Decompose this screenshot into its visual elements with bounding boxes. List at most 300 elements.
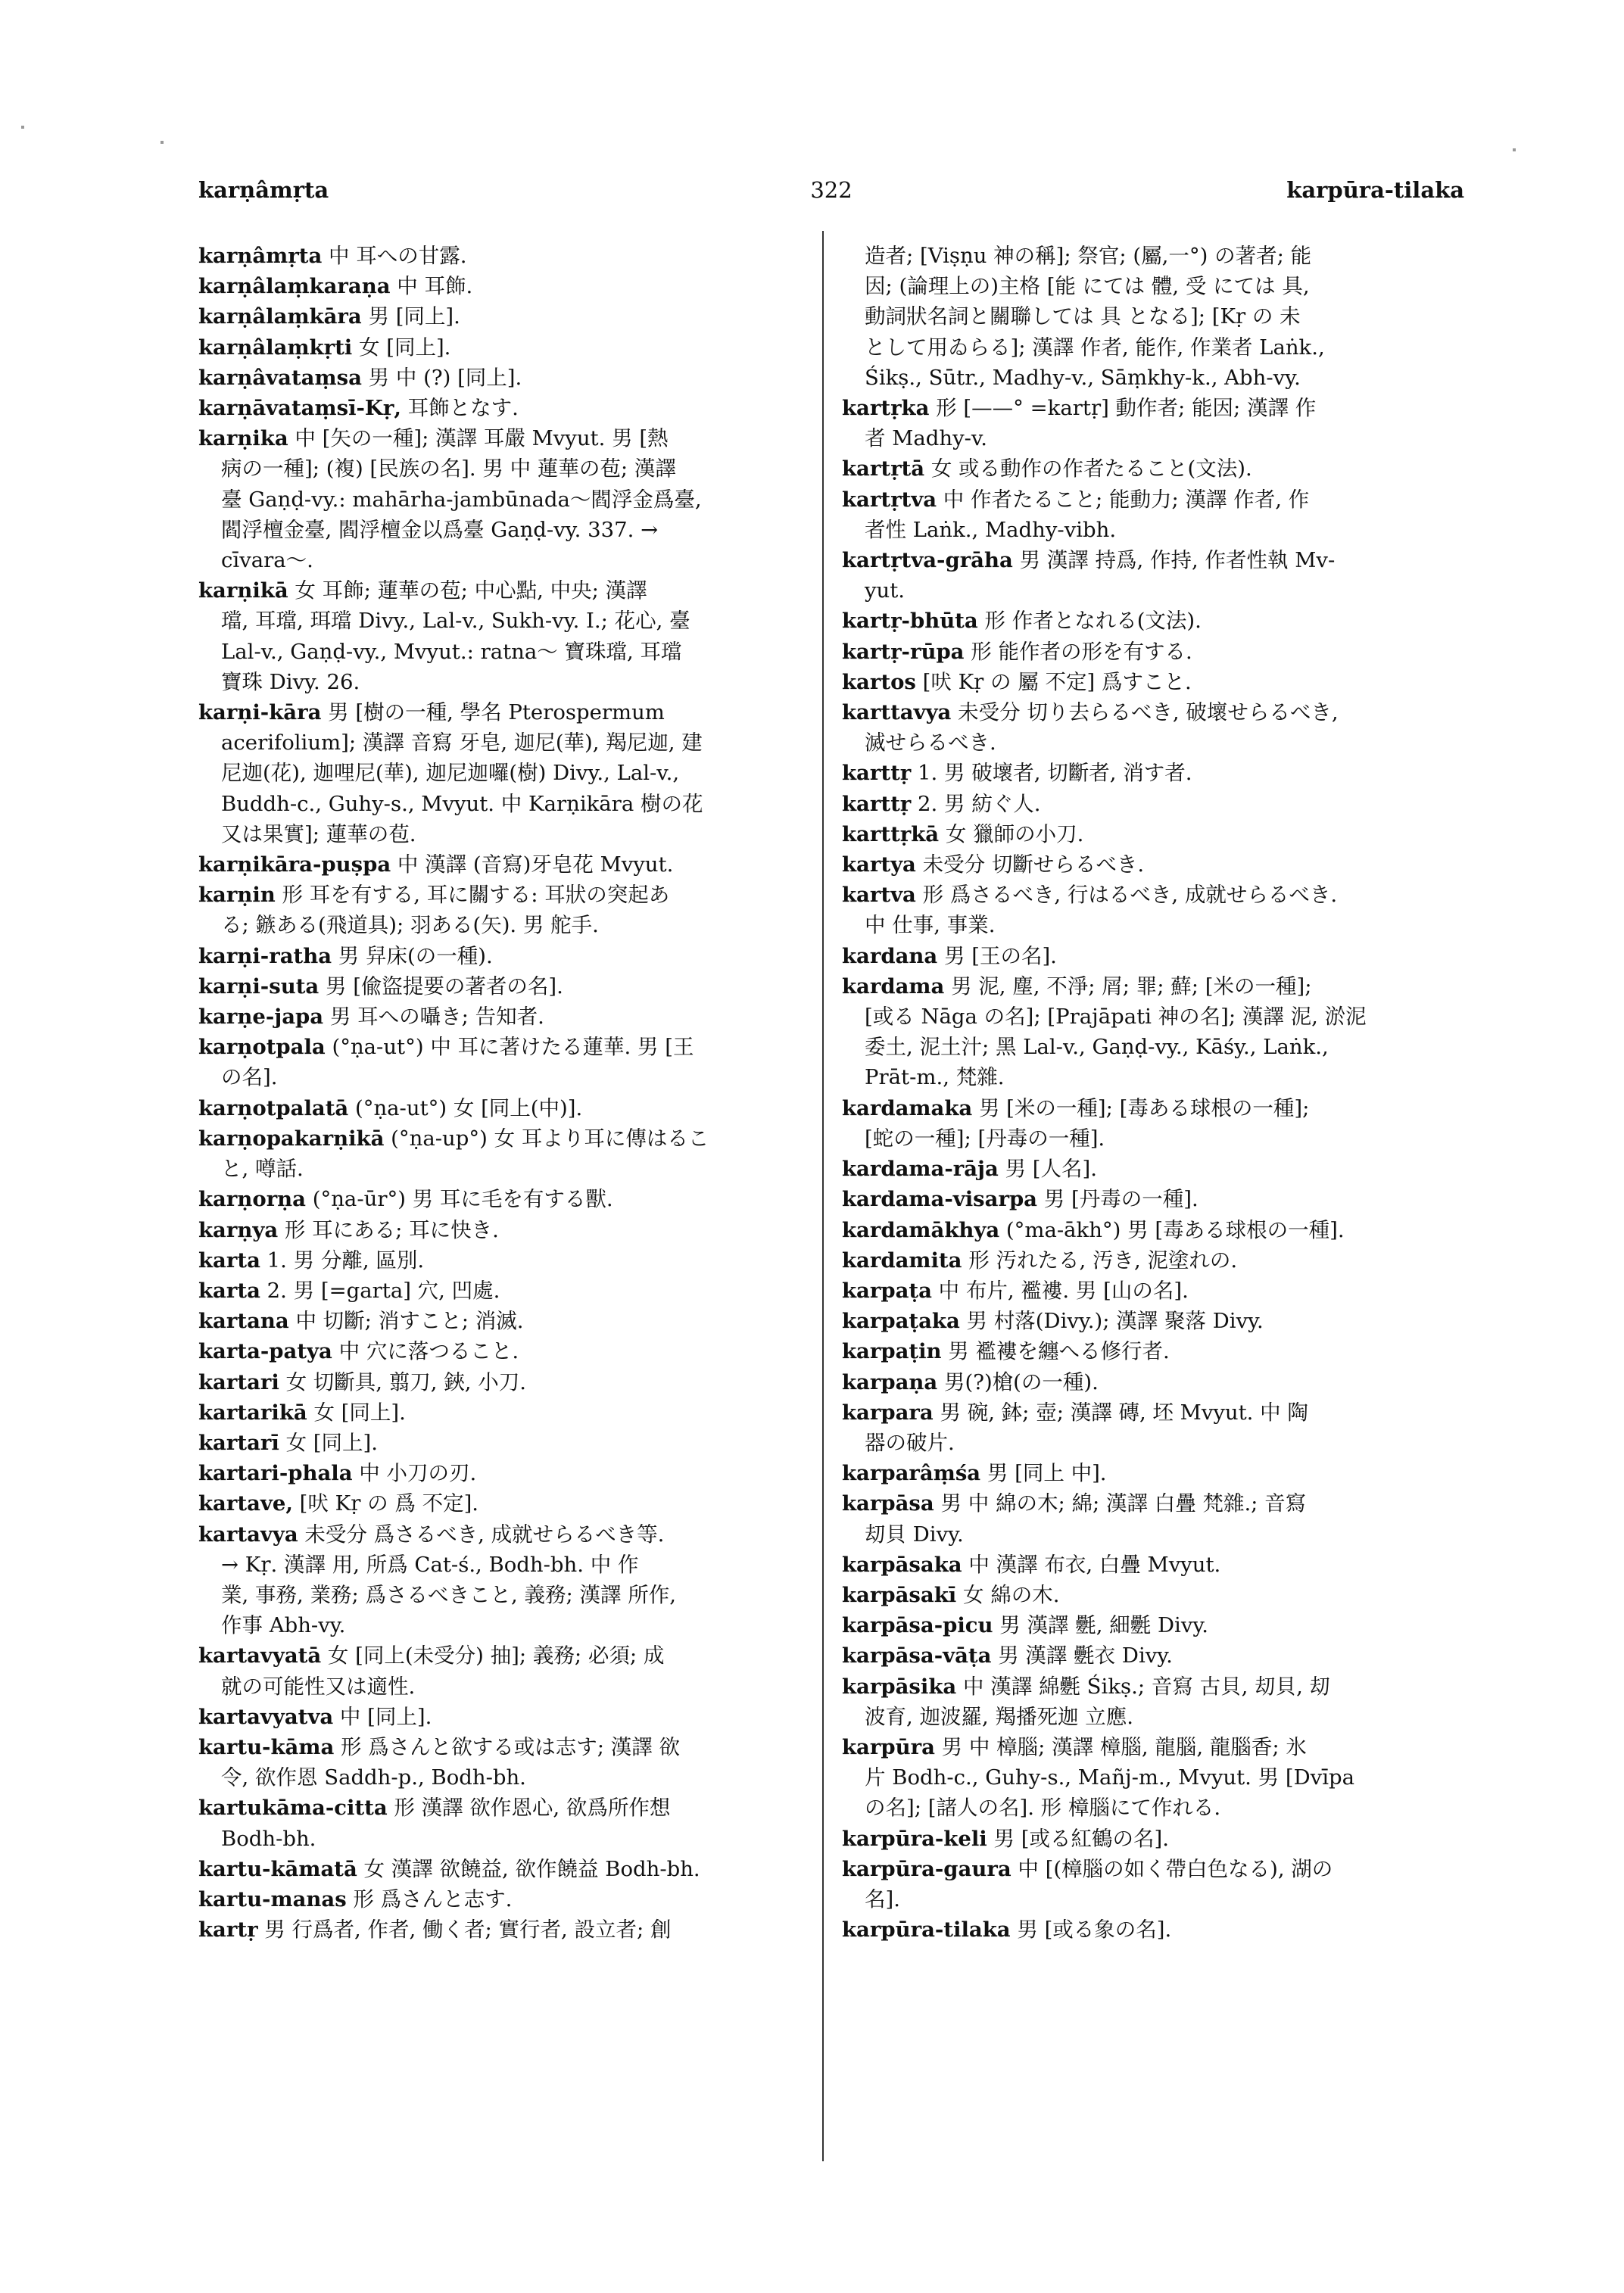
entry-definition: 男 [同上]. [361,304,460,329]
entry-headword: kartavya [198,1522,298,1547]
entry-definition: 形 能作者の形を有する. [964,639,1192,664]
entry-headword: karpāsaka [842,1552,962,1577]
entry-headword: karpāsika [842,1674,957,1699]
scan-mark [21,126,24,129]
entry-continuation [198,727,804,758]
entry-definition: 1. 男 破壞者, 切斷者, 消す者. [911,761,1192,786]
entry-definition: 刧貝 Divy. [865,1522,964,1547]
entry-continuation [842,1702,1448,1732]
entry-definition: 中 漢譯 (音寫)牙皂花 Mvyut. [391,852,674,877]
entry-definition: 中 耳飾. [390,274,473,299]
entry-definition: 中 [同上]. [333,1704,432,1729]
entry-headword: karṇâmṛta [198,244,323,268]
entry-definition: の名]. [221,1065,278,1090]
dictionary-entry [842,1488,1448,1519]
entry-definition: 尼迦(花), 迦哩尼(華), 迦尼迦囉(樹) Divy., Lal-v., [221,761,680,786]
entry-headword: karta-patya [198,1339,332,1364]
entry-headword: karpūra-tilaka [842,1918,1011,1943]
entry-definition: acerifolium]; 漢譯 音寫 牙皂, 迦尼(華), 羯尼迦, 建 [221,731,703,756]
dictionary-entry [198,1032,804,1062]
dictionary-entry [842,1854,1448,1884]
entry-continuation [842,423,1448,453]
dictionary-entry [198,1519,804,1550]
entry-definition: 男 村落(Divy.); 漢譯 聚落 Divy. [959,1309,1264,1334]
entry-definition: 病の一種]; (複) [民族の名]. 男 中 蓮華の苞; 漢譯 [221,456,676,481]
entry-headword: kartavyatva [198,1704,334,1729]
entry-definition: 中 仕事, 事業. [865,913,996,938]
entry-continuation [198,789,804,819]
entry-headword: karpaṇa [842,1369,938,1394]
entry-headword: karpūra-keli [842,1826,987,1851]
entry-continuation [842,1793,1448,1823]
entry-continuation [842,1062,1448,1092]
entry-definition: 形 [——° =kartṛ] 動作者; 能因; 漢譯 作 [929,396,1317,421]
dictionary-entry [198,1336,804,1366]
entry-headword: kartṛtva-grāha [842,548,1013,573]
entry-headword: kartṛ [198,1918,258,1943]
entry-headword: kardana [842,943,938,968]
entry-definition: 男 漢譯 持爲, 作持, 作者性執 Mv- [1012,548,1336,573]
entry-headword: kartṛ-rūpa [842,639,965,664]
dictionary-entry [198,880,804,910]
right-guide-word: karpūra-tilaka [1286,177,1464,203]
entry-headword: karpaṭin [842,1339,942,1364]
entry-definition: 形 耳にある; 耳に快き. [278,1217,499,1242]
entry-headword: kartos [842,669,916,694]
entry-definition: る; 鏃ある(飛道具); 羽ある(矢). 男 舵手. [221,913,599,938]
dictionary-entry [198,1640,804,1671]
dictionary-entry [198,1914,804,1945]
dictionary-entry [842,1215,1448,1245]
entry-headword: karṇi-ratha [198,943,332,968]
dictionary-entry [198,1732,804,1762]
entry-definition: 令, 欲作恩 Saddh-p., Bodh-bh. [221,1765,526,1790]
entry-headword: karṇotpalatā [198,1095,349,1120]
entry-definition: 形 汚れたる, 汚き, 泥塗れの. [962,1248,1238,1273]
entry-definition: 中 穴に落つること. [332,1339,519,1364]
entry-headword: kartavyatā [198,1643,322,1668]
entry-definition: 中 小刀の刃. [352,1461,477,1486]
dictionary-entry [198,332,804,363]
entry-headword: kartya [842,852,916,877]
entry-continuation [842,1884,1448,1914]
entry-definition: の名]; [諸人の名]. 形 樟腦にて作れる. [865,1796,1221,1821]
entry-definition: 形 漢譯 欲作恩心, 欲爲所作想 [387,1796,671,1821]
entry-headword: kartukāma-citta [198,1796,388,1821]
entry-definition: 中 [矢の一種]; 漢譯 耳嚴 Mvyut. 男 [熱 [288,426,669,451]
entry-definition: 動詞狀名詞と關聯しては 具 となる]; [Kṛ の 未 [865,304,1301,329]
entry-headword: karpūra [842,1734,935,1759]
entry-definition: 男 漢譯 氎衣 Divy. [991,1643,1173,1668]
scan-mark [161,141,164,144]
entry-definition: 寶珠 Divy. 26. [221,669,360,694]
entry-headword: karṇopakarṇikā [198,1126,385,1151]
dictionary-entry [842,606,1448,636]
dictionary-entry [842,1610,1448,1640]
dictionary-entry [842,1093,1448,1123]
entry-headword: karṇâlaṃkāra [198,304,362,329]
entry-definition: 閻浮檀金臺, 閻浮檀金以爲臺 Gaṇḍ-vy. 337. → [221,517,659,542]
entry-continuation [842,1762,1448,1793]
entry-definition: 形 爲さんと志す. [346,1886,513,1911]
entry-definition: 器の破片. [865,1430,955,1455]
entry-headword: karttṛ [842,761,912,786]
dictionary-entry [198,575,804,606]
entry-headword: kartṛka [842,396,930,421]
entry-continuation [842,1519,1448,1550]
dictionary-entry [842,1276,1448,1306]
dictionary-entry [842,849,1448,880]
entry-headword: kardama [842,974,945,999]
entry-definition: として用ゐらる]; 漢譯 作者, 能作, 作業者 Laṅk., [865,335,1325,360]
entry-headword: karṇâvataṃsa [198,365,362,390]
entry-definition: 中 布片, 襤褸. 男 [山の名]. [931,1278,1189,1303]
entry-definition: Prāt-m., 梵雜. [865,1065,1005,1090]
entry-headword: karṇe-japa [198,1005,324,1030]
entry-headword: kartva [842,883,916,908]
entry-continuation [198,1671,804,1702]
dictionary-entry [198,1123,804,1154]
entry-definition: 造者; [Viṣṇu 神の稱]; 祭官; (屬,一°) の著者; 能 [865,244,1312,268]
dictionary-entry [198,1854,804,1884]
entry-definition: 1. 男 分離, 區別. [260,1248,425,1273]
entry-continuation [842,332,1448,363]
entry-headword: karṇi-suta [198,974,320,999]
entry-headword: karta [198,1248,260,1273]
entry-headword: karpāsa [842,1491,934,1516]
dictionary-entry [842,697,1448,727]
entry-definition: 形 爲さんと欲する或は志す; 漢譯 欲 [334,1734,680,1759]
entry-definition: Bodh-bh. [221,1826,316,1851]
dictionary-entry [842,1184,1448,1214]
entry-definition: (°ṇa-ūr°) 男 耳に毛を有する獸. [306,1187,613,1212]
dictionary-entry [842,484,1448,515]
dictionary-entry [842,1580,1448,1610]
entry-definition: 男 漢譯 氎, 細氎 Divy. [993,1613,1208,1638]
entry-definition: (°ṇa-up°) 女 耳より耳に傳はるこ [384,1126,709,1151]
dictionary-entry [198,697,804,727]
entry-definition: [蛇の一種]; [丹毒の一種]. [865,1126,1105,1151]
entry-headword: karṇikāra-puṣpa [198,852,391,877]
entry-definition: 男 舁床(の一種). [332,943,493,968]
dictionary-entry [198,1397,804,1428]
dictionary-entry [842,1458,1448,1488]
entry-definition: 女 綿の木. [956,1582,1060,1607]
entry-headword: kartu-kāma [198,1734,335,1759]
dictionary-entry [198,1306,804,1336]
entry-definition: 男 碗, 鉢; 壺; 漢譯 磚, 坯 Mvyut. 中 陶 [933,1400,1308,1425]
dictionary-entry [842,1245,1448,1276]
entry-headword: karta [198,1278,260,1303]
entry-headword: kardamaka [842,1095,973,1120]
right-column [842,241,1448,1945]
entry-definition: Lal-v., Gaṇḍ-vy., Mvyut.: ratna～ 寶珠璫, 耳璫 [221,639,682,664]
entry-headword: karttṛ [842,791,912,816]
left-column [198,241,804,1945]
dictionary-entry [198,1793,804,1823]
entry-continuation [198,637,804,667]
entry-continuation [842,515,1448,545]
entry-continuation [842,1032,1448,1062]
dictionary-entry [198,1276,804,1306]
entry-continuation [842,241,1448,271]
entry-continuation [198,1580,804,1610]
entry-definition: → Kṛ. 漢譯 用, 所爲 Cat-ś., Bodh-bh. 中 作 [221,1552,639,1577]
entry-definition: 女 漢譯 欲饒益, 欲作饒益 Bodh-bh. [357,1856,700,1881]
entry-definition: 臺 Gaṇḍ-vy.: mahārha-jambūnada～閻浮金爲臺, [221,487,702,512]
entry-definition: 滅せらるべき. [865,731,996,756]
entry-definition: 者 Madhy-v. [865,426,987,451]
dictionary-entry [842,1640,1448,1671]
entry-definition: 男 襤褸を纏へる修行者. [941,1339,1170,1364]
entry-definition: 女 切斷具, 翦刀, 鋏, 小刀. [279,1369,527,1394]
entry-continuation [842,575,1448,606]
entry-continuation [198,1550,804,1580]
entry-continuation [198,1762,804,1793]
entry-headword: kardama-rāja [842,1157,999,1182]
entry-headword: karṇâlaṃkaraṇa [198,274,391,299]
entry-definition: 男 [樹の一種, 學名 Pterospermum [321,700,665,725]
entry-headword: karpaṭaka [842,1309,960,1334]
entry-definition: (°ma-ākh°) 男 [毒ある球根の一種]. [999,1217,1345,1242]
entry-headword: karpāsakī [842,1582,957,1607]
entry-headword: kartṛtva [842,487,937,512]
dictionary-entry [198,393,804,423]
entry-definition: 中 [(樟腦の如く帶白色なる), 湖の [1011,1856,1333,1881]
entry-definition: 女 耳飾; 蓮華の苞; 中心點, 中央; 漢譯 [288,578,647,603]
entry-continuation [198,484,804,515]
entry-headword: kartari [198,1369,279,1394]
entry-definition: yut. [865,578,906,603]
entry-continuation [842,271,1448,301]
dictionary-entry [842,1306,1448,1336]
dictionary-entry [198,971,804,1002]
entry-definition: 又は果實]; 蓮華の苞. [221,821,416,846]
entry-headword: karpūra-gaura [842,1856,1011,1881]
dictionary-entry [842,819,1448,849]
entry-definition: 片 Bodh-c., Guhy-s., Mañj-m., Mvyut. 男 [Dvīpa [865,1765,1355,1790]
dictionary-entry [842,1397,1448,1428]
entry-continuation [842,363,1448,393]
dictionary-entry [198,849,804,880]
entry-definition: 者性 Laṅk., Madhy-vibh. [865,517,1117,542]
dictionary-entry [842,971,1448,1002]
dictionary-entry [198,363,804,393]
dictionary-entry [198,1884,804,1914]
entry-headword: karṇorṇa [198,1187,306,1212]
dictionary-entry [198,1245,804,1276]
dictionary-entry [198,1093,804,1123]
entry-definition: Śikṣ., Sūtr., Madhy-v., Sāṃkhy-k., Abh-vy. [865,365,1301,390]
entry-headword: karṇi-kāra [198,700,322,725]
entry-definition: 中 漢譯 綿氎 Śikṣ.; 音寫 古貝, 刧貝, 刧 [956,1674,1331,1699]
entry-headword: karṇya [198,1217,279,1242]
entry-continuation [198,667,804,697]
entry-headword: karṇâlaṃkṛti [198,335,353,360]
entry-headword: kardamita [842,1248,962,1273]
entry-definition: 形 作者となれる(文法). [977,609,1202,634]
entry-definition: 男 [王の名]. [937,943,1057,968]
dictionary-entry [842,789,1448,819]
entry-continuation [198,453,804,484]
entry-headword: kartṛtā [842,456,925,481]
entry-definition: 男 [或る紅鶴の名]. [987,1826,1169,1851]
entry-definition: 男 中 樟腦; 漢譯 樟腦, 龍腦, 龍腦香; 氷 [934,1734,1307,1759]
entry-continuation [842,301,1448,332]
dictionary-entry [842,1914,1448,1945]
entry-continuation [198,1610,804,1640]
entry-definition: Buddh-c., Guhy-s., Mvyut. 中 Karṇikāra 樹の花 [221,791,703,816]
dictionary-entry [842,758,1448,788]
entry-definition: 男 [同上 中]. [980,1461,1107,1486]
entry-definition: 波育, 迦波羅, 羯播死迦 立應. [865,1704,1133,1729]
entry-continuation [198,758,804,788]
entry-definition: 中 耳への甘露. [322,244,467,268]
entry-definition: 中 漢譯 布衣, 白疊 Mvyut. [962,1552,1221,1577]
entry-definition: 男 [米の一種]; [毒ある球根の一種]; [972,1095,1310,1120]
entry-definition: 男 [丹毒の一種]. [1037,1187,1199,1212]
entry-continuation [198,1062,804,1092]
entry-headword: karpaṭa [842,1278,932,1303]
dictionary-entry [198,1367,804,1397]
entry-definition: 女 [同上(未受分) 抽]; 義務; 必須; 成 [321,1643,665,1668]
entry-definition: 男 中 綿の木; 綿; 漢譯 白疊 梵雜.; 音寫 [934,1491,1307,1516]
entry-continuation [198,606,804,636]
dictionary-entry [198,1428,804,1458]
dictionary-entry [842,637,1448,667]
dictionary-entry [842,1367,1448,1397]
scan-mark [1513,148,1516,151]
entry-continuation [842,1002,1448,1032]
entry-headword: karṇāvataṃsī-Kṛ, [198,396,401,421]
entry-continuation [842,1428,1448,1458]
dictionary-entry [198,1458,804,1488]
entry-definition: 未受分 切斷せらるべき. [915,852,1145,877]
dictionary-entry [842,667,1448,697]
entry-definition: 男 泥, 塵, 不淨; 屑; 罪; 蘚; [米の一種]; [944,974,1312,999]
column-divider [822,231,824,2161]
entry-headword: kardamākhya [842,1217,1000,1242]
dictionary-entry [198,423,804,453]
entry-definition: 男 耳への囁き; 告知者. [323,1005,544,1030]
entry-continuation [842,727,1448,758]
entry-definition: 未受分 切り去らるべき, 破壞せらるべき, [951,700,1339,725]
entry-definition: 業, 事務, 業務; 爲さるべきこと, 義務; 漢譯 所作, [221,1582,676,1607]
entry-definition: 中 切斷; 消すこと; 消滅. [288,1309,524,1334]
entry-continuation [198,515,804,545]
dictionary-entry [198,1002,804,1032]
entry-continuation [198,819,804,849]
entry-definition: 男 中 (?) [同上]. [361,365,522,390]
entry-definition: (°ṇa-ut°) 女 [同上(中)]. [348,1095,583,1120]
page-number: 322 [810,177,853,203]
left-guide-word: karṇâmṛta [198,177,329,203]
entry-definition: 2. 男 [=garta] 穴, 凹處. [260,1278,500,1303]
entry-headword: karttṛkā [842,821,940,846]
dictionary-entry [842,1550,1448,1580]
dictionary-entry [842,1336,1448,1366]
entry-continuation [198,545,804,575]
entry-headword: kartarī [198,1430,279,1455]
entry-definition: 男 行爲者, 作者, 働く者; 實行者, 設立者; 創 [257,1918,672,1943]
entry-headword: karpara [842,1400,934,1425]
entry-headword: kartu-manas [198,1886,347,1911]
entry-definition: と, 噂話. [221,1157,304,1182]
entry-definition: 女 [同上]. [352,335,451,360]
entry-definition: 女 [同上]. [307,1400,406,1425]
dictionary-entry [198,1215,804,1245]
entry-definition: 委土, 泥土汁; 黑 Lal-v., Gaṇḍ-vy., Kāśy., Laṅk., [865,1035,1329,1060]
entry-definition: (°ṇa-ut°) 中 耳に著けたる蓮華. 男 [王 [325,1035,694,1060]
entry-definition: 2. 男 紡ぐ人. [911,791,1041,816]
entry-headword: kardama-visarpa [842,1187,1038,1212]
dictionary-entry [198,241,804,271]
entry-headword: kartave, [198,1491,293,1516]
dictionary-entry [842,941,1448,971]
entry-continuation [198,910,804,940]
entry-definition: 中 作者たること; 能動力; 漢譯 作者, 作 [937,487,1310,512]
dictionary-entry [842,1732,1448,1762]
dictionary-entry [198,1488,804,1519]
entry-definition: 女 [同上]. [279,1430,379,1455]
dictionary-entry [198,1184,804,1214]
entry-definition: 形 耳を有する, 耳に關する: 耳狀の突起あ [275,883,670,908]
entry-definition: 璫, 耳璫, 珥璫 Divy., Lal-v., Sukh-vy. I.; 花心, 臺 [221,609,690,634]
entry-definition: [吠 Kṛ の 爲 不定]. [292,1491,479,1516]
entry-definition: 男(?)槍(の一種). [937,1369,1099,1394]
entry-headword: karṇotpala [198,1035,326,1060]
entry-continuation [198,1824,804,1854]
dictionary-entry [198,941,804,971]
entry-definition: [或る Nāga の名]; [Prajāpati 神の名]; 漢譯 泥, 淤泥 [865,1005,1367,1030]
entry-headword: kartu-kāmatā [198,1856,357,1881]
entry-definition: 因; (論理上の)主格 [能 にては 體, 受 にては 具, [865,274,1310,299]
dictionary-entry [842,1824,1448,1854]
entry-headword: kartari-phala [198,1461,353,1486]
running-header [198,177,1464,207]
entry-headword: kartarikā [198,1400,307,1425]
entry-headword: karpāsa-picu [842,1613,993,1638]
entry-definition: 耳飾となす. [401,396,519,421]
entry-definition: 男 [偸盜提要の著者の名]. [319,974,563,999]
entry-definition: 未受分 爲さるべき, 成就せらるべき等. [298,1522,665,1547]
entry-headword: karṇikā [198,578,288,603]
entry-headword: karparâṃśa [842,1461,981,1486]
dictionary-entry [842,1671,1448,1702]
entry-headword: karṇin [198,883,276,908]
entry-definition: 作事 Abh-vy. [221,1613,346,1638]
entry-headword: karttavya [842,700,952,725]
dictionary-entry [198,271,804,301]
entry-headword: kartṛ-bhūta [842,609,978,634]
dictionary-entry [842,453,1448,484]
entry-definition: 就の可能性又は適性. [221,1674,416,1699]
entry-headword: kartana [198,1309,289,1334]
dictionary-entry [842,545,1448,575]
dictionary-entry [198,301,804,332]
entry-definition: 男 [人名]. [998,1157,1098,1182]
entry-continuation [842,910,1448,940]
entry-definition: [吠 Kṛ の 屬 不定] 爲すこと. [915,669,1192,694]
entry-headword: karpāsa-vāṭa [842,1643,992,1668]
dictionary-entry [198,1702,804,1732]
entry-definition: 形 爲さるべき, 行はるべき, 成就せらるべき. [915,883,1338,908]
dictionary-entry [842,1154,1448,1184]
entry-headword: karṇika [198,426,288,451]
entry-definition: 男 [或る象の名]. [1010,1918,1172,1943]
entry-continuation [198,1154,804,1184]
entry-definition: cīvara～. [221,548,313,573]
